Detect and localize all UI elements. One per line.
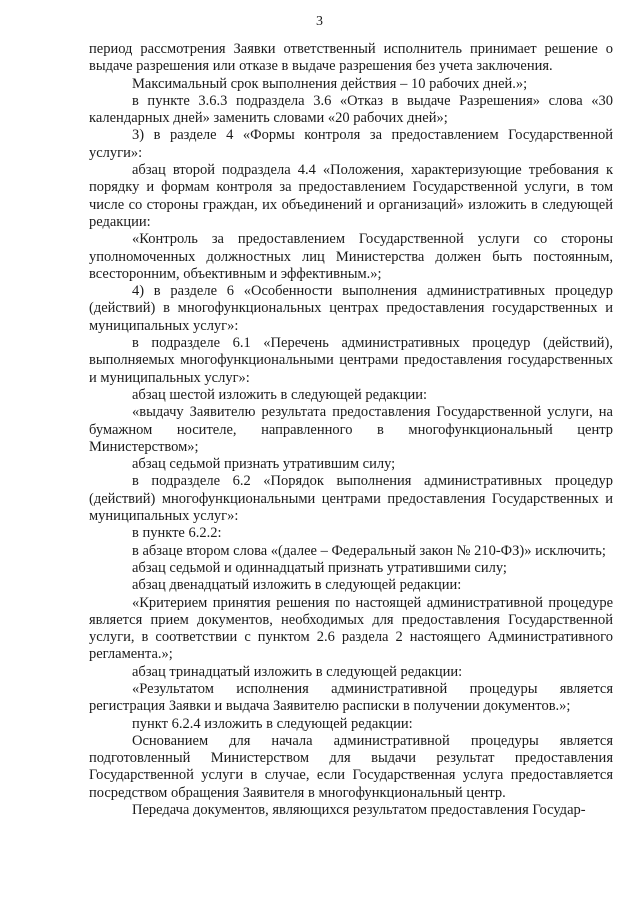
paragraph: 3) в разделе 4 «Формы контроля за предоставлением Государственной услуги»: xyxy=(89,127,613,161)
paragraph: абзац тринадцатый изложить в следующей редакции: xyxy=(132,663,463,680)
document-body xyxy=(89,41,613,819)
paragraph: абзац седьмой и одиннадцатый признать утратившими силу; xyxy=(132,559,507,576)
paragraph: в подразделе 6.1 «Перечень административных процедур (действий), выполняемых многофункциональными центрами предоставления государственных и муниципальных услуг»: xyxy=(89,335,613,386)
paragraph: пункт 6.2.4 изложить в следующей редакции: xyxy=(132,715,413,732)
paragraph: «Контроль за предоставлением Государственной услуги со стороны уполномоченных должностных лиц Министерства должен быть постоянным, всесторонним, объективным и эффективным.»; xyxy=(89,231,613,282)
paragraph: «Критерием принятия решения по настоящей административной процедуре является прием документов, необходимых для предоставления Государственной услуги, в соответствии с пунктом 2.6 раздела 2 настоящего Административного регламента.»; xyxy=(89,594,613,663)
paragraph: в пункте 3.6.3 подраздела 3.6 «Отказ в выдаче Разрешения» слова «30 календарных дней» заменить словами «20 рабочих дней»; xyxy=(89,92,613,127)
paragraph: абзац шестой изложить в следующей редакции: xyxy=(132,386,427,403)
page-number: 3 xyxy=(316,14,323,29)
paragraph: в подразделе 6.2 «Порядок выполнения административных процедур (действий) многофункциональными центрами предоставления Государственных и муниципальных услуг»: xyxy=(89,473,613,525)
paragraph: Максимальный срок выполнения действия – 10 рабочих дней.»; xyxy=(132,75,528,92)
paragraph: «Результатом исполнения административной процедуры является регистрация Заявки и выдача Заявителю расписки в получении документов.»; xyxy=(89,680,613,715)
paragraph: абзац второй подраздела 4.4 «Положения, характеризующие требования к порядку и формам контроля за предоставлением Государственной услуги, в том числе со стороны граждан, их объединений и организаций» изложить в следующей редакции: xyxy=(89,162,613,230)
paragraph: абзац седьмой признать утратившим силу; xyxy=(132,456,396,473)
paragraph: Передача документов, являющихся результатом предоставления Государ- xyxy=(132,802,586,819)
paragraph: абзац двенадцатый изложить в следующей редакции: xyxy=(132,577,462,594)
paragraph: период рассмотрения Заявки ответственный исполнитель принимает решение о выдаче разрешения или отказе в выдаче разрешения без учета заключения. xyxy=(89,41,613,75)
paragraph: в пункте 6.2.2: xyxy=(132,525,222,542)
paragraph: Основанием для начала административной процедуры является подготовленный Министерством для выдачи результат предоставления Государственной услуги в случае, если Государственная услуга предоставляется посредством обращения Заявителя в многофункциональный центр. xyxy=(89,732,613,801)
paragraph: «выдачу Заявителю результата предоставления Государственной услуги, на бумажном носителе, направленного в многофункциональный центр Министерством»; xyxy=(89,404,613,455)
paragraph: 4) в разделе 6 «Особенности выполнения административных процедур (действий) в многофункциональных центрах предоставления государственных и муниципальных услуг»: xyxy=(89,283,613,334)
paragraph: в абзаце втором слова «(далее – Федеральный закон № 210-ФЗ)» исключить; xyxy=(132,542,606,559)
